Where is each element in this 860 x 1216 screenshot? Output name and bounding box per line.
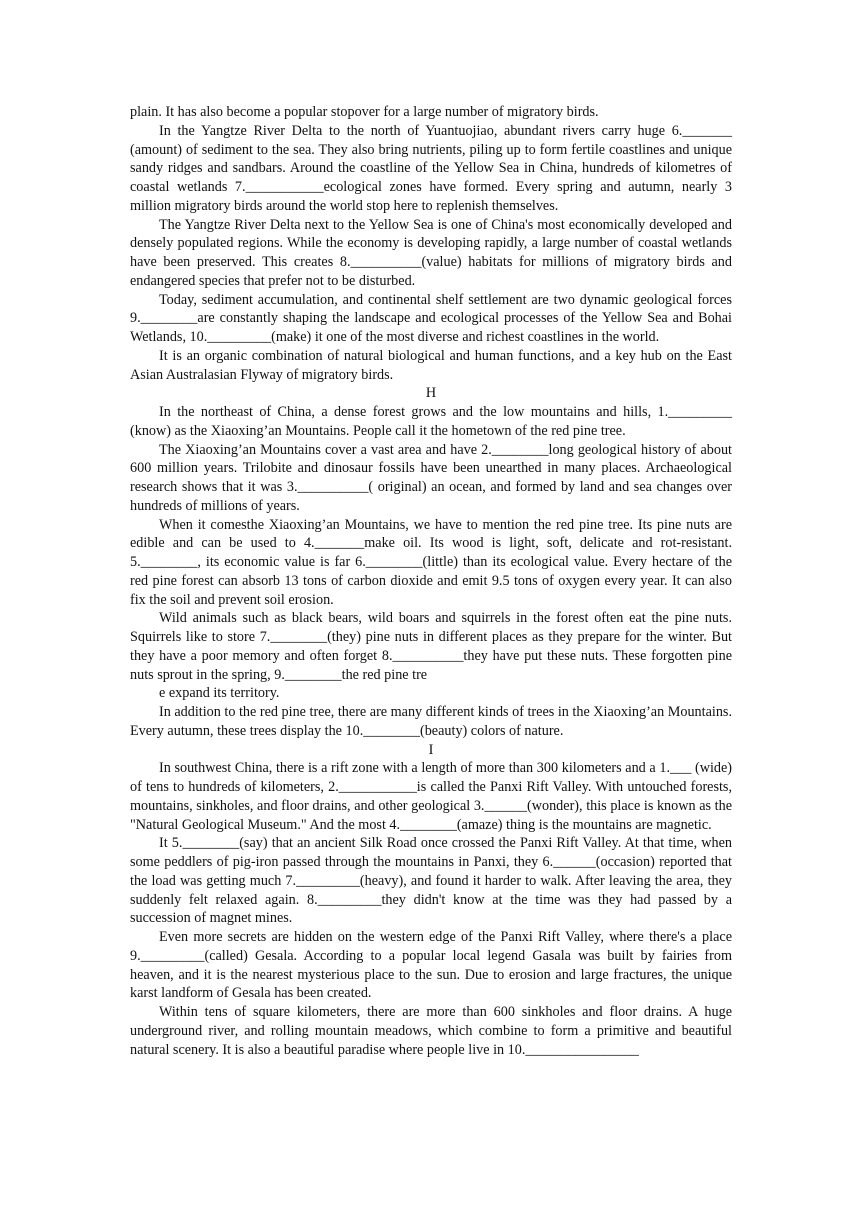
paragraph-h-wild-animals: Wild animals such as black bears, wild boars and squirrels in the forest often eat the pine nuts. Squirrels like to store 7.________(they) pine nuts in different places as they prepare for the winter. But they have a poor memory and often forget 8.__________they have put these nuts. These forgotten pine nuts sprout in the spring, 9.________the red pine tre — [130, 610, 732, 683]
section-heading-i: I — [428, 741, 434, 758]
paragraph-h-northeast-forest: In the northeast of China, a dense forest grows and the low mountains and hills, 1._________ (know) as the Xiaoxing’an Mountains. People call it the hometown of the red pine tree. — [130, 404, 732, 439]
paragraph-g-flyway-hub: It is an organic combination of natural biological and human functions, and a key hub on the East Asian Australasian Flyway of migratory birds. — [130, 347, 732, 383]
paragraph-i-silk-road: It 5.________(say) that an ancient Silk Road once crossed the Panxi Rift Valley. At that time, when some peddlers of pig-iron passed through the mountains in Panxi, they 6.______(occasion) reported that the load was getting much 7._________(heavy), and found it harder to walk. After leaving the area, they suddenly felt relaxed again. 8._________they didn't know at the time was they had passed by a succession of magnet mines. — [130, 835, 732, 927]
paragraph-h-territory-fragment: e expand its territory. — [159, 685, 280, 702]
paragraph-g-geological-forces: Today, sediment accumulation, and continental shelf settlement are two dynamic geological forces 9.________are constantly shaping the landscape and ecological processes of the Yellow Sea and Bohai Wetlands, 10._________(make) it one of the most diverse and richest coastlines in the world. — [130, 291, 732, 345]
paragraph-g-yangtze-delta-north: In the Yangtze River Delta to the north of Yuantuojiao, abundant rivers carry huge 6._______ (amount) of sediment to the sea. They also bring nutrients, piling up to form fertile coastlines and unique sandy ridges and sandbars. Around the coastline of the Yellow Sea in China, hundreds of kilometres of coastal wetlands 7.___________ecological zones have formed. Every spring and autumn, nearly 3 million migratory birds around the world stop here to replenish themselves. — [130, 122, 732, 214]
paragraph-h-red-pine-value: When it comesthe Xiaoxing’an Mountains, we have to mention the red pine tree. Its pine nuts are edible and can be used to 4._______make oil. Its wood is light, soft, delicate and rot-resistant. 5.________, its economic value is far 6.________(little) than its ecological value. Every hectare of the red pine forest can absorb 13 tons of carbon dioxide and emit 9.5 tons of oxygen every year. It can also fix the soil and prevent soil erosion. — [130, 516, 732, 608]
paragraph-i-gesala: Even more secrets are hidden on the western edge of the Panxi Rift Valley, where there's a place 9._________(called) Gesala. According to a popular local legend Gasala was built by fairies from heaven, and it is the nearest mysterious place to the sun. Due to erosion and large fractures, the unique karst landform of Gesala has been created. — [130, 929, 732, 1002]
paragraph-h-geological-history: The Xiaoxing’an Mountains cover a vast area and have 2.________long geological history of about 600 million years. Trilobite and dinosaur fossils have been unearthed in many places. Archaeological research shows that it was 3.__________( original) an ocean, and formed by land and sea changes over hundreds of millions of years. — [130, 441, 732, 514]
paragraph-i-sinkholes: Within tens of square kilometers, there are more than 600 sinkholes and floor drains. A huge underground river, and rolling mountain meadows, which combine to form a primitive and beautiful natural scenery. It is also a beautiful paradise where people live in 10.________________ — [130, 1004, 732, 1058]
paragraph-g-intro-continuation: plain. It has also become a popular stopover for a large number of migratory birds. — [130, 104, 599, 120]
section-heading-h: H — [425, 385, 437, 402]
paragraph-i-rift-zone: In southwest China, there is a rift zone with a length of more than 300 kilometers and a 1.___ (wide) of tens to hundreds of kilometers, 2.___________is called the Panxi Rift Valley. With untouched forests, mountains, sinkholes, and floor drains, and other geological 3.______(wonder), this place is known as the "Natural Geological Museum." And the most 4.________(amaze) thing is the mountains are magnetic. — [130, 760, 732, 833]
paragraph-g-yangtze-delta-economy: The Yangtze River Delta next to the Yellow Sea is one of China's most economically developed and densely populated regions. While the economy is developing rapidly, a large number of coastal wetlands have been preserved. This creates 8.__________(value) habitats for millions of migratory birds and endangered species that prefer not to be disturbed. — [130, 216, 732, 289]
document-page — [130, 103, 732, 1059]
paragraph-h-autumn-colors: In addition to the red pine tree, there are many different kinds of trees in the Xiaoxing’an Mountains. Every autumn, these trees display the 10.________(beauty) colors of nature. — [130, 704, 732, 739]
